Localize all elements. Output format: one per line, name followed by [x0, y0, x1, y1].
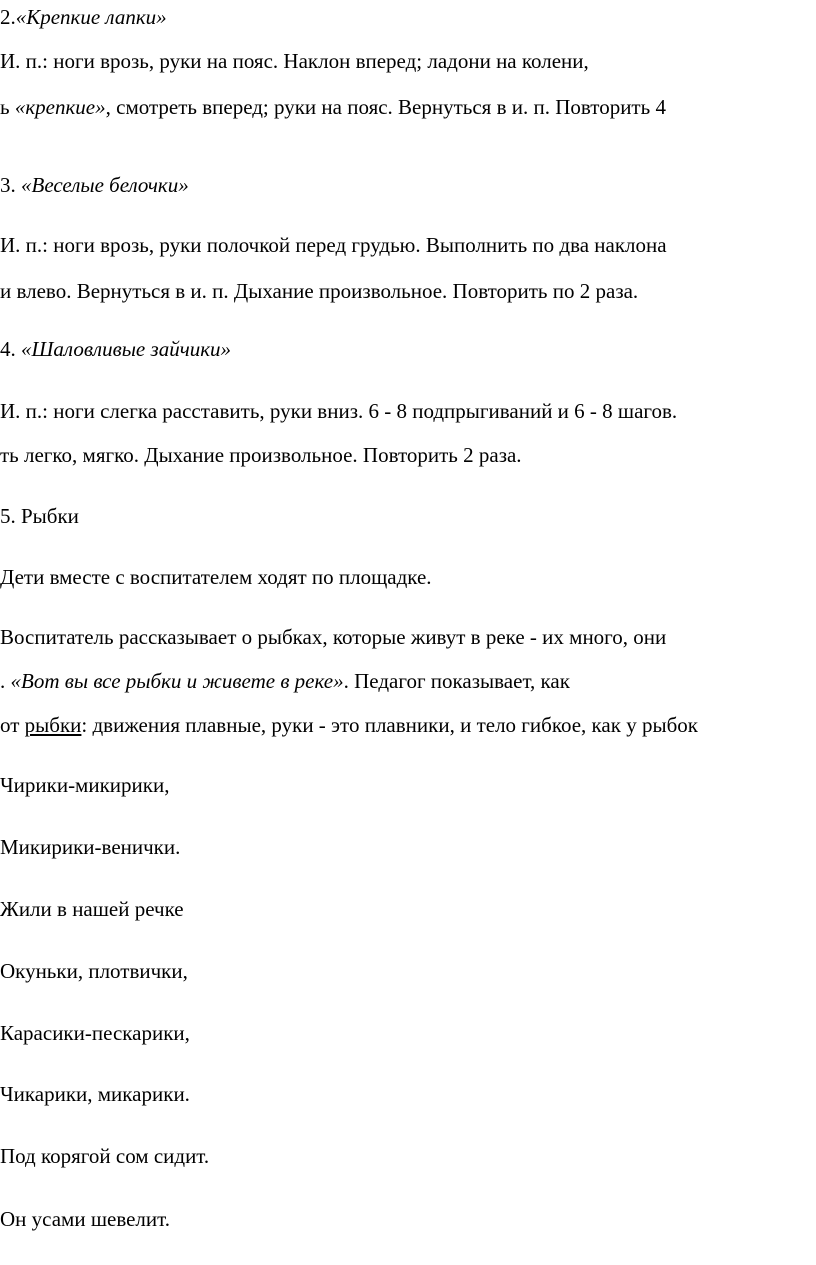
exercise-3-text-line-1: И. п.: ноги врозь, руки полочкой перед грудью. Выполнить по два наклона	[0, 233, 667, 257]
exercise-2-text-line-1: И. п.: ноги врозь, руки на пояс. Наклон вперед; ладони на колени,	[0, 49, 589, 73]
poem-line: Окуньки, плотвички,	[0, 959, 188, 983]
poem-line: Чикарики, микарики.	[0, 1082, 190, 1106]
exercise-title: «Шаловливые зайчики»	[21, 337, 232, 361]
exercise-title: «Веселые белочки»	[21, 173, 189, 197]
poem-line: Жили в нашей речке	[0, 897, 184, 921]
text-fragment: от	[0, 713, 25, 737]
exercise-4-text-line-2: ть легко, мягко. Дыхание произвольное. Повторить 2 раза.	[0, 443, 522, 467]
poem-line: Микирики-венички.	[0, 835, 181, 859]
exercise-2-heading	[0, 4, 167, 30]
exercise-3-text-line-2: и влево. Вернуться в и. п. Дыхание произвольное. Повторить по 2 раза.	[0, 279, 639, 303]
poem-line: Он усами шевелит.	[0, 1207, 170, 1231]
poem-line: Карасики-пескарики,	[0, 1021, 190, 1045]
exercise-5-text-line-1: Дети вместе с воспитателем ходят по площадке.	[0, 565, 432, 589]
exercise-number: 2.	[0, 5, 16, 29]
exercise-2-text-line-2	[0, 94, 666, 120]
underlined-link-text[interactable]: рыбки	[24, 713, 82, 737]
text-fragment: .	[0, 669, 11, 693]
exercise-number: 3.	[0, 173, 21, 197]
exercise-5-heading: 5. Рыбки	[0, 504, 79, 528]
text-fragment: . Педагог показывает, как	[343, 669, 570, 693]
poem-line: Чирики-микирики,	[0, 773, 170, 797]
text-fragment: : движения плавные, руки - это плавники, и тело гибкое, как у рыбок	[81, 713, 698, 737]
exercise-5-text-line-4	[0, 712, 698, 738]
exercise-5-text-line-2: Воспитатель рассказывает о рыбках, которые живут в реке - их много, они	[0, 625, 667, 649]
text-fragment: ь	[0, 95, 15, 119]
exercise-number: 4.	[0, 337, 21, 361]
text-fragment: , смотреть вперед; руки на пояс. Вернуться в и. п. Повторить 4	[105, 95, 666, 119]
italic-fragment: «Вот вы все рыбки и живете в реке»	[10, 669, 344, 693]
exercise-4-heading	[0, 336, 231, 362]
exercise-5-text-line-3	[0, 668, 570, 694]
italic-fragment: «крепкие»	[14, 95, 106, 119]
exercise-title: «Крепкие лапки»	[15, 5, 167, 29]
exercise-3-heading	[0, 172, 189, 198]
poem-line: Под корягой сом сидит.	[0, 1144, 210, 1168]
exercise-4-text-line-1: И. п.: ноги слегка расставить, руки вниз. 6 - 8 подпрыгиваний и 6 - 8 шагов.	[0, 399, 678, 423]
